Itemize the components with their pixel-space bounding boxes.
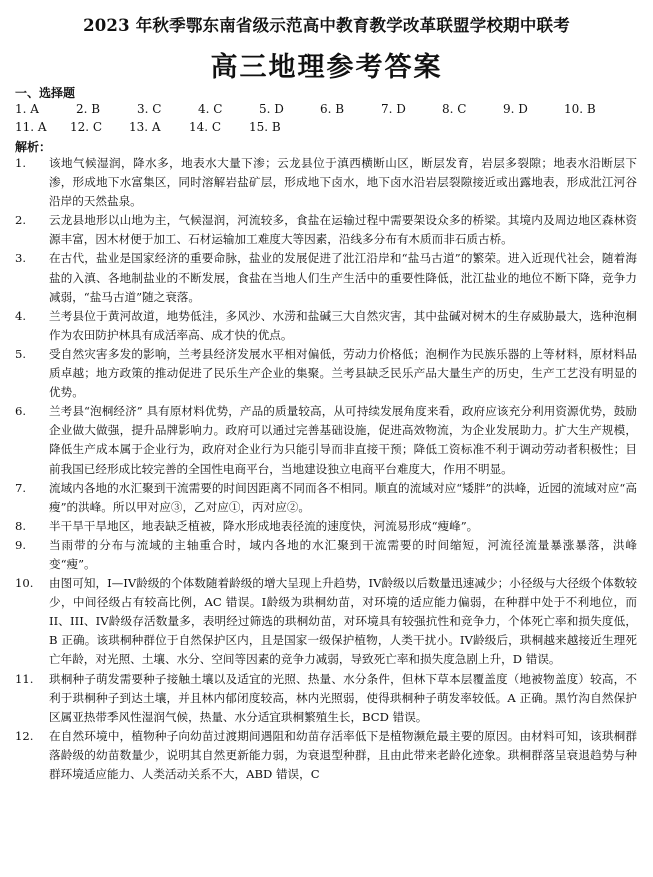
answer-key: 6. B: [320, 102, 345, 116]
item-number: 11.: [15, 671, 34, 686]
answer-key: 7. D: [381, 102, 406, 116]
item-number: 10.: [15, 576, 34, 591]
analysis-item: [15, 402, 637, 478]
analysis-item: [15, 574, 637, 669]
item-number: 9.: [15, 537, 27, 552]
item-text: 由图可知，I—IV龄级的个体数随着龄级的增大呈现上升趋势，IV龄级以后数量迅速减少；小径级与大径级个体数较少，中间径级占有较高比例，AC 错误。I龄级为珙桐幼苗，对环境的适应能力偏弱，在种群中处于不利地位，而II、III、IV龄级存活数量多，表明经过筛选的珙桐幼苗，对环境具有较强抗性和竞争力，个体死亡率和损失度低，B 正确。该珙桐种群位于自然保护区内，且是国家一级保护植物，人类干扰小。IV龄级后，珙桐越来越接近生理死亡年龄，对光照、土壤、水分、空间等因素的竞争力减弱，导致死亡率和损失度急剧上升，D 错误。: [49, 576, 637, 667]
item-text: 在古代，盐业是国家经济的重要命脉，盐业的发展促进了沘江沿岸和“盐马古道”的繁荣。进入近现代社会，随着海盐的入滇、各地制盐业的不断发展，食盐在当地人们生产生活中的重要性降低，沘江盐业的地位不断下降，竞争力减弱，“盐马古道”随之衰落。: [49, 251, 637, 304]
answer-key: 5. D: [259, 102, 284, 116]
analysis-item: [15, 249, 637, 306]
analysis-item: [15, 479, 637, 517]
item-text: 流域内各地的水汇聚到干流需要的时间因距离不同而各不相同。顺直的流域对应“矮胖”的洪峰，近园的流域对应“高瘦”的洪峰。所以甲对应③，乙对应①，丙对应②。: [49, 480, 637, 514]
item-number: 6.: [15, 404, 27, 419]
answer-row-2: [15, 120, 635, 136]
item-text: 受自然灾害多发的影响，兰考县经济发展水平相对偏低，劳动力价格低；泡桐作为民族乐器的上等材料，原材料品质卓越；地方政策的推动促进了民乐生产企业的集聚。兰考县缺乏民乐产品大量生产的历史，生产工艺没有明显的优势。: [49, 346, 637, 400]
answer-row-1: [15, 102, 635, 118]
item-text: 在自然环境中，植物种子向幼苗过渡期间遇阻和幼苗存活率低下是植物濒危最主要的原因。由材料可知，该珙桐群落龄级的幼苗数量少，说明其自然更新能力弱，为衰退型种群，且由此带来老龄化迹象。珙桐群落呈衰退趋势与种群环境适应能力、人类活动关系不大，ABD 错误，C: [49, 728, 637, 781]
item-number: 8.: [15, 518, 27, 533]
item-text: 该地气候湿润，降水多，地表水大量下渗；云龙县位于滇西横断山区，断层发育，岩层多裂隙；地表水沿断层下渗，形成地下水富集区，同时溶解岩盐矿层，形成地下卤水，地下卤水沿岩层裂隙接近或出露地表，形成沘江河谷沿岸的天然盐泉。: [49, 156, 637, 209]
item-number: 7.: [15, 480, 27, 495]
answer-key: 2. B: [76, 102, 101, 116]
analysis-item: [15, 536, 637, 574]
answer-key: 3. C: [137, 102, 162, 116]
item-number: 3.: [15, 251, 27, 266]
item-text: 兰考县“泡桐经济” 具有原材料优势，产品的质量较高，从可持续发展角度来看，政府应该充分利用资源优势，鼓励企业做大做强，提升品牌影响力。政府可以通过完善基础设施，促进高效物流，为企业发展助力。扩大生产规模，降低生产成本属于企业行为，政府对企业行为只能引导而非直接干预；降低工资标准不利于调动劳动者积极性；目前我国已经形成比较完善的全国性电商平台，当地建设独立电商平台难度大，作用不明显。: [49, 404, 637, 476]
item-number: 2.: [15, 213, 27, 228]
analysis-item: [15, 154, 637, 211]
item-number: 1.: [15, 156, 27, 170]
answer-key: 4. C: [198, 102, 223, 116]
item-text: 云龙县地形以山地为主，气候湿润，河流较多，食盐在运输过程中需要架设众多的桥梁。其境内及周边地区森林资源丰富，因木材便于加工、石材运输加工难度大等因素，沿线多分布有木质而非石质古桥。: [49, 213, 637, 247]
exam-header-title: 2023 年秋季鄂东南省级示范高中教育教学改革联盟学校期中联考: [83, 16, 570, 35]
answer-key: 14. C: [189, 120, 222, 134]
document-title: 高三地理参考答案: [210, 52, 443, 83]
answer-key: 11. A: [15, 120, 47, 134]
answer-key: 8. C: [442, 102, 467, 116]
answer-key: 10. B: [564, 102, 596, 116]
answer-key: 1. A: [15, 102, 39, 116]
analysis-item: [15, 345, 637, 402]
answer-key: 15. B: [249, 120, 281, 134]
item-number: 12.: [15, 728, 34, 743]
analysis-item: [15, 211, 637, 249]
item-number: 5.: [15, 346, 27, 361]
answer-key: 13. A: [129, 120, 161, 134]
analysis-item: [15, 517, 637, 536]
item-text: 当雨带的分布与流域的主轴重合时，域内各地的水汇聚到干流需要的时间缩短，河流径流量暴涨暴落，洪峰变“瘦”。: [49, 537, 637, 571]
answer-key: 12. C: [70, 120, 103, 134]
item-text: 半干旱干旱地区，地表缺乏植被，降水形成地表径流的速度快，河流易形成“瘦峰”。: [49, 518, 479, 533]
item-text: 珙桐种子萌发需要种子接触土壤以及适宜的光照、热量、水分条件，但林下草本层覆盖度（地被物盖度）较高，不利于珙桐种子到达土壤，并且林内郁闭度较高，林内光照弱，使得珙桐种子萌发率较低。A 正确。黑竹沟自然保护区属亚热带季风性湿润气候，热量、水分适宜珙桐繁殖生长，BCD 错误。: [49, 671, 637, 724]
analysis-list: [15, 154, 637, 784]
analysis-item: [15, 727, 637, 784]
choice-section-label: 一、选择题: [15, 86, 76, 100]
analysis-label: 解析：: [15, 140, 52, 154]
answer-key: 9. D: [503, 102, 528, 116]
item-number: 4.: [15, 308, 27, 323]
analysis-item: [15, 307, 637, 345]
analysis-item: [15, 670, 637, 727]
item-text: 兰考县位于黄河故道，地势低洼，多风沙、水涝和盐碱三大自然灾害，其中盐碱对树木的生存威胁最大，选种泡桐作为农田防护林具有成活率高、成才快的优点。: [49, 308, 637, 342]
